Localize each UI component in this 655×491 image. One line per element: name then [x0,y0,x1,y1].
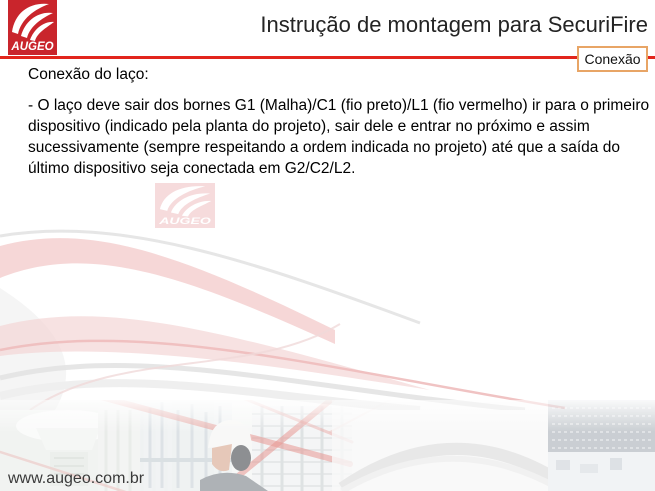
slide-content [28,64,652,179]
slide-title: Instrução de montagem para SecuriFire [260,12,648,37]
watermark-logo-text: AUGEO [159,215,211,227]
section-tag-label: Conexão [584,51,641,67]
header-divider-line [0,56,655,59]
logo-text: AUGEO [11,41,54,53]
content-body-text: - O laço deve sair dos bornes G1 (Malha)/C1 (fio preto)/L1 (fio vermelho) ir para o primeiro dispositivo (indicado pela planta do projeto), sair dele e entrar no próximo e assim sucessivamente (sempre respeitando a ordem indicada no projeto) até que a saída do último dispositivo seja conectada em G2/C2/L2. [28,97,650,177]
footer-url: www.augeo.com.br [8,470,145,487]
augeo-watermark-icon [155,183,215,228]
background-swirls [0,228,655,410]
section-tag [577,46,648,72]
content-heading: Conexão do laço: [28,66,149,83]
augeo-logo-icon [8,0,57,55]
